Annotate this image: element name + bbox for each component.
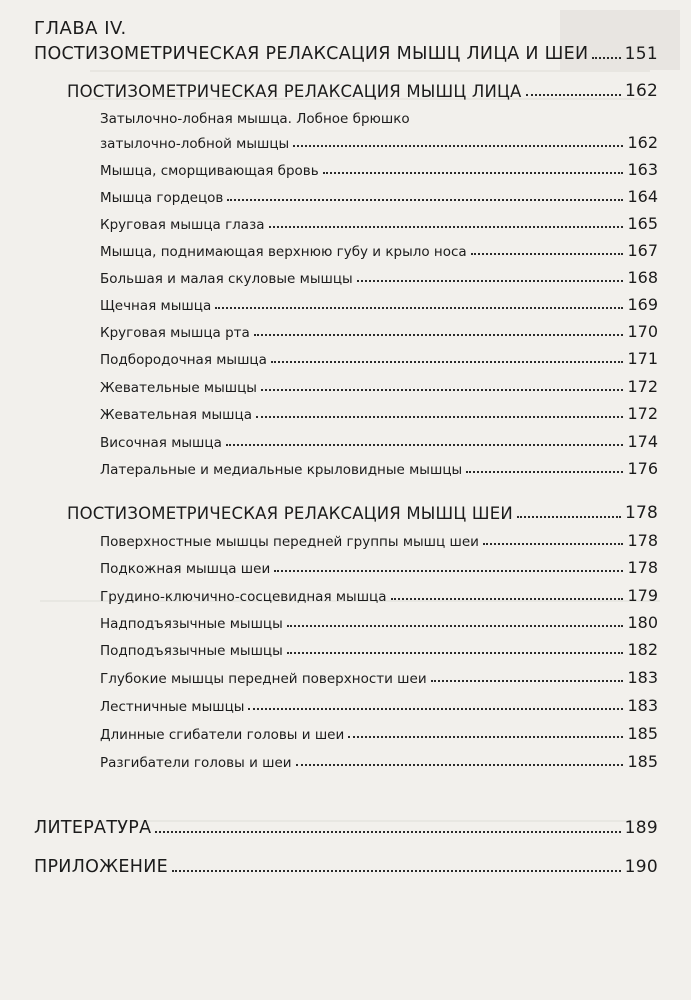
toc-entry[interactable] <box>100 404 658 423</box>
entry-title: Мышца гордецов <box>100 190 224 206</box>
leader-dots <box>296 764 624 766</box>
entry-page: 178 <box>627 558 658 577</box>
toc-entry[interactable] <box>100 531 658 550</box>
toc-entry[interactable] <box>100 160 658 179</box>
toc-entry[interactable] <box>100 613 658 632</box>
entry-page: 172 <box>627 377 658 396</box>
entry-page: 176 <box>627 459 658 478</box>
leader-dots <box>172 870 621 872</box>
leader-dots <box>483 543 624 545</box>
entry-title: Глубокие мышцы передней поверхности шеи <box>100 671 427 687</box>
entry-title: Подбородочная мышца <box>100 352 267 368</box>
entry-page: 183 <box>627 696 658 715</box>
toc-entry-literature[interactable] <box>34 818 658 838</box>
toc-entry-face-section[interactable] <box>67 81 658 101</box>
entry-page: 170 <box>627 322 658 341</box>
toc-entry[interactable] <box>100 586 658 605</box>
entry-title: Мышца, сморщивающая бровь <box>100 163 319 179</box>
leader-dots <box>526 94 621 96</box>
entry-title: Круговая мышца глаза <box>100 217 265 233</box>
toc-entry[interactable] <box>100 268 658 287</box>
entry-page: 163 <box>627 160 658 179</box>
entry-title: Разгибатели головы и шеи <box>100 755 292 771</box>
entry-page: 190 <box>624 857 658 877</box>
leader-dots <box>391 598 624 600</box>
leader-dots <box>215 307 623 309</box>
entry-page: 169 <box>627 295 658 314</box>
entry-title: ЛИТЕРАТУРА <box>34 818 152 838</box>
leader-dots <box>269 226 624 228</box>
leader-dots <box>357 280 624 282</box>
entry-page: 185 <box>627 724 658 743</box>
leader-dots <box>274 570 623 572</box>
chapter-label: ГЛАВА IV. <box>34 18 127 39</box>
toc-entry[interactable] <box>100 187 658 206</box>
toc-entry[interactable] <box>100 295 658 314</box>
entry-title: Надподъязычные мышцы <box>100 616 283 632</box>
entry-title: ПОСТИЗОМЕТРИЧЕСКАЯ РЕЛАКСАЦИЯ МЫШЦ ЛИЦА <box>67 82 522 101</box>
entry-page: 185 <box>627 752 658 771</box>
leader-dots <box>256 416 623 418</box>
entry-page: 178 <box>624 503 658 523</box>
toc-entry-neck-section[interactable] <box>67 503 658 523</box>
toc-entry[interactable] <box>100 696 658 715</box>
entry-page: 183 <box>627 668 658 687</box>
toc-entry[interactable] <box>100 349 658 368</box>
leader-dots <box>271 361 624 363</box>
entry-page: 179 <box>627 586 658 605</box>
toc-entry[interactable] <box>100 241 658 260</box>
toc-entry[interactable] <box>100 640 658 659</box>
leader-dots <box>261 389 623 391</box>
toc-entry[interactable] <box>100 377 658 396</box>
entry-title: Мышца, поднимающая верхнюю губу и крыло носа <box>100 244 467 260</box>
leader-dots <box>592 57 620 59</box>
entry-title: Щечная мышца <box>100 298 212 314</box>
leader-dots <box>287 652 624 654</box>
entry-page: 162 <box>627 133 658 152</box>
entry-page: 162 <box>624 81 658 101</box>
entry-title: Лестничные мышцы <box>100 699 245 715</box>
toc-entry[interactable] <box>100 432 658 451</box>
entry-page: 172 <box>627 404 658 423</box>
entry-title: Круговая мышца рта <box>100 325 250 341</box>
entry-page: 168 <box>627 268 658 287</box>
leader-dots <box>466 471 623 473</box>
entry-page: 189 <box>624 818 658 838</box>
toc-entry-chapter[interactable] <box>34 44 658 64</box>
entry-title: ПРИЛОЖЕНИЕ <box>34 857 168 877</box>
entry-title: ПОСТИЗОМЕТРИЧЕСКАЯ РЕЛАКСАЦИЯ МЫШЦ ЛИЦА И ШЕИ <box>34 44 589 64</box>
toc-entry[interactable] <box>100 322 658 341</box>
leader-dots <box>293 145 623 147</box>
toc-entry[interactable] <box>100 558 658 577</box>
entry-page: 165 <box>627 214 658 233</box>
entry-title: Грудино-ключично-сосцевидная мышца <box>100 589 387 605</box>
entry-page: 167 <box>627 241 658 260</box>
entry-title: Подкожная мышца шеи <box>100 561 271 577</box>
leader-dots <box>348 736 623 738</box>
entry-title: Подподъязычные мышцы <box>100 643 283 659</box>
leader-dots <box>517 516 621 518</box>
leader-dots <box>155 831 620 833</box>
toc-entry-appendix[interactable] <box>34 857 658 877</box>
toc-entry[interactable] <box>100 459 658 478</box>
toc-entry[interactable] <box>100 724 658 743</box>
entry-page: 182 <box>627 640 658 659</box>
toc-entry[interactable] <box>100 214 658 233</box>
entry-page: 180 <box>627 613 658 632</box>
entry-title-line1: Затылочно-лобная мышца. Лобное брюшко <box>100 111 410 127</box>
entry-title: затылочно-лобной мышцы <box>100 136 290 152</box>
entry-page: 151 <box>624 44 658 64</box>
leader-dots <box>248 708 623 710</box>
entry-page: 171 <box>627 349 658 368</box>
leader-dots <box>227 199 623 201</box>
leader-dots <box>323 172 624 174</box>
entry-page: 174 <box>627 432 658 451</box>
leader-dots <box>287 625 624 627</box>
entry-page: 164 <box>627 187 658 206</box>
toc-entry[interactable] <box>100 752 658 771</box>
toc-entry[interactable] <box>100 133 658 152</box>
entry-title: Жевательная мышца <box>100 407 253 423</box>
leader-dots <box>226 444 624 446</box>
leader-dots <box>471 253 624 255</box>
entry-title: Латеральные и медиальные крыловидные мышцы <box>100 462 463 478</box>
toc-entry[interactable] <box>100 668 658 687</box>
entry-title: Височная мышца <box>100 435 222 451</box>
leader-dots <box>254 334 624 336</box>
entry-title: Поверхностные мышцы передней группы мышц шеи <box>100 534 479 550</box>
leader-dots <box>431 680 624 682</box>
entry-title: Большая и малая скуловые мышцы <box>100 271 353 287</box>
entry-title: Длинные сгибатели головы и шеи <box>100 727 345 743</box>
entry-title: ПОСТИЗОМЕТРИЧЕСКАЯ РЕЛАКСАЦИЯ МЫШЦ ШЕИ <box>67 504 513 523</box>
entry-title: Жевательные мышцы <box>100 380 257 396</box>
entry-page: 178 <box>627 531 658 550</box>
